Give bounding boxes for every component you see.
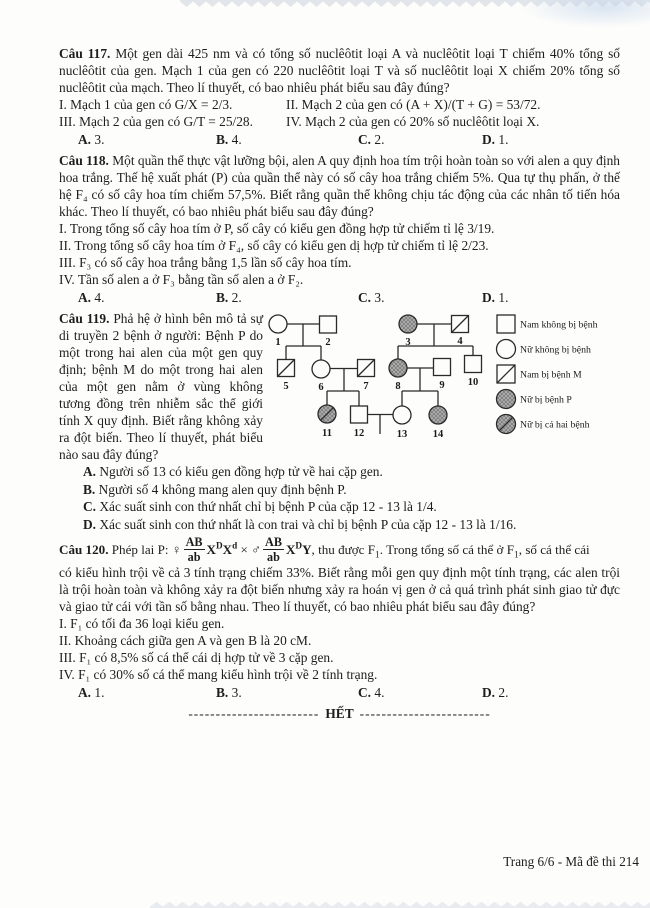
pedigree-member-9-unaffected-male	[434, 359, 451, 376]
question-119-text: Phả hệ ở hình bên mô tả sự di truyền 2 bệnh ở người: Bệnh P do một trong hai alen của một gen quy định; bệnh M do một trong hai alen của một gen nằm ở vùng không tương đồng trên nhiễm sắc thể giới tính X quy định. Biết rằng không xảy ra đột biến. Theo lí thuyết, phát biểu nào sau đây đúng?	[59, 311, 263, 462]
question-118-text: Một quần thể thực vật lưỡng bội, alen A quy định hoa tím trội hoàn toàn so với alen a quy định hoa trắng. Thế hệ xuất phát (P) của quần thể này có số cây hoa trắng chiếm 5%. Qua tự thụ phấn, ở thế hệ F₄ có số cây hoa tím chiếm 57,5%. Biết rằng quần thể không chịu tác động của các nhân tố tiến hóa khác. Theo lí thuyết, có bao nhiêu phát biểu sau đây đúng?	[59, 153, 620, 219]
pedigree-number: 3	[405, 337, 411, 348]
end-text: HẾT	[325, 706, 354, 721]
option-a: A. Người số 13 có kiểu gen đồng hợp tử về hai cặp gen.	[83, 464, 383, 479]
cross-symbol: × ♂	[240, 542, 262, 557]
legend-square-empty-icon	[497, 315, 515, 333]
answer-a: A. 3.	[78, 132, 105, 147]
pedigree-member-10-unaffected-male	[465, 356, 482, 373]
formula-lead: Phép lai P: ♀	[111, 542, 182, 557]
end-dashes-right: ------------------------	[359, 706, 491, 721]
answer-a: A. 1.	[78, 685, 105, 700]
pedigree-number: 8	[395, 381, 401, 392]
answer-d: D. 1.	[482, 132, 509, 147]
pedigree-member-2-unaffected-male	[320, 316, 337, 333]
question-118	[59, 152, 620, 307]
pedigree-legend	[497, 315, 598, 434]
statement-iv: IV. Mạch 2 của gen có 20% số nuclêôtit loại X.	[286, 114, 540, 129]
statement-i: I. F₁ có tối đa 36 loại kiểu gen.	[59, 616, 225, 631]
pedigree-member-7-affected-M-male	[358, 360, 375, 377]
legend-label: Nữ bị cả hai bệnh	[520, 419, 590, 431]
pedigree-figure	[268, 312, 642, 450]
legend-circle-shaded-diagonal-icon	[497, 415, 516, 434]
pedigree-member-5-affected-M-male	[278, 360, 295, 377]
pedigree-member-4-affected-M-male	[452, 316, 469, 333]
legend-label: Nữ bị bệnh P	[520, 394, 572, 406]
exam-content	[59, 45, 620, 722]
scan-edge-bottom	[150, 901, 650, 908]
statement-iv: IV. Tần số alen a ở F₃ bằng tần số alen a ở F₂.	[59, 272, 304, 287]
statement-iii: III. F₁ có 8,5% số cá thể cái dị hợp tử về 3 cặp gen.	[59, 650, 334, 665]
pedigree-member-3-affected-P-female	[399, 315, 417, 333]
statement-ii: II. Khoảng cách giữa gen A và gen B là 20 cM.	[59, 633, 312, 648]
statement-i: I. Trong tổng số cây hoa tím ở P, số cây có kiểu gen đồng hợp tử chiếm tỉ lệ 3/19.	[59, 221, 495, 236]
genotype-fraction-male: $\frac{AB}{ab}$	[265, 535, 282, 564]
pedigree-number: 12	[353, 428, 365, 439]
pedigree-number: 13	[396, 429, 408, 440]
pedigree-number: 10	[467, 377, 479, 388]
pedigree-member-14-affected-P-female	[429, 406, 447, 424]
question-117-answers	[59, 131, 620, 149]
pedigree-member-11-affected-both-female	[318, 405, 336, 423]
page-footer: Trang 6/6 - Mã đề thi 214	[503, 854, 639, 869]
x-chromosome-male: $X^DY$	[285, 540, 312, 557]
question-117-text: Một gen dài 425 nm và có tổng số nuclêôtit loại A và nuclêôtit loại T chiếm 40% tổng số nuclêôtit của gen. Mạch 1 của gen có 220 nuclêôtit loại T và số nuclêôtit loại X chiếm 20% tổng số nuclêôtit của mạch. Theo lí thuyết, có bao nhiêu phát biểu sau đây đúng?	[59, 46, 620, 95]
question-120-answers	[59, 684, 620, 702]
pedigree-member-6-unaffected-female	[312, 360, 330, 378]
pedigree-number: 4	[457, 336, 463, 347]
pedigree-number: 1	[275, 337, 281, 348]
question-118-label: Câu 118.	[59, 153, 109, 168]
pedigree-number: 7	[363, 381, 369, 392]
statement-iii: III. F₃ có số cây hoa trắng bằng 1,5 lần số cây hoa tím.	[59, 255, 352, 270]
question-117-statements-row2	[59, 113, 620, 130]
statement-ii: II. Mạch 2 của gen có (A + X)/(T + G) = 53/72.	[286, 97, 541, 112]
question-119-label: Câu 119.	[59, 311, 110, 326]
pedigree-member-12-unaffected-male	[351, 406, 368, 423]
x-chromosome-female: $X^DX^d$	[206, 540, 238, 557]
end-dashes-left: ------------------------	[188, 706, 320, 721]
answer-c: C. 3.	[358, 290, 385, 305]
answer-a: A. 4.	[78, 290, 105, 305]
legend-square-diagonal-icon	[497, 365, 515, 383]
genotype-fraction-female: $\frac{AB}{ab}$	[185, 535, 203, 564]
pedigree-member-13-unaffected-female	[393, 406, 411, 424]
answer-b: B. 2.	[216, 290, 242, 305]
question-118-answers	[59, 289, 620, 307]
option-d: D. Xác suất sinh con thứ nhất là con trai và chỉ bị bệnh P của cặp 12 - 13 là 1/16.	[83, 516, 517, 532]
legend-label: Nam bị bệnh M	[520, 369, 582, 381]
pedigree-number: 11	[322, 428, 332, 439]
answer-b: B. 3.	[216, 685, 242, 700]
question-119	[59, 310, 642, 533]
question-120	[59, 536, 620, 702]
legend-label: Nam không bị bệnh	[520, 319, 598, 331]
pedigree-number: 14	[432, 429, 444, 440]
legend-circle-shaded-icon	[497, 390, 516, 409]
statement-iv: IV. F₁ có 30% số cá thể mang kiểu hình trội về 2 tính trạng.	[59, 667, 378, 682]
option-b: B. Người số 4 không mang alen quy định bệnh P.	[83, 481, 347, 497]
question-117-statements-row1	[59, 96, 620, 113]
pedigree-chart	[268, 312, 642, 450]
answer-d: D. 2.	[482, 685, 509, 700]
question-117	[59, 45, 620, 149]
statement-ii: II. Trong tổng số cây hoa tím ở F₄, số cây có kiểu gen dị hợp tử chiếm tỉ lệ 2/23.	[59, 238, 489, 253]
question-120-label: Câu 120.	[59, 542, 109, 557]
scan-smudge	[520, 0, 650, 28]
legend-label: Nữ không bị bệnh	[520, 344, 591, 356]
statement-iii: III. Mạch 2 của gen có G/T = 25/28.	[59, 114, 253, 129]
answer-c: C. 2.	[358, 132, 385, 147]
question-117-label: Câu 117.	[59, 46, 111, 61]
legend-circle-empty-icon	[497, 340, 516, 359]
pedigree-member-8-affected-P-female	[389, 359, 407, 377]
pedigree-number: 5	[283, 381, 289, 392]
pedigree-number: 6	[318, 382, 324, 393]
pedigree-member-1-unaffected-female	[269, 315, 287, 333]
formula-tail: , thu được $F_1$. Trong tổng số cá thể ở $F_1$, số cá thể cái	[311, 542, 590, 561]
answer-b: B. 4.	[216, 132, 242, 147]
pedigree-number: 2	[325, 337, 331, 348]
answer-c: C. 4.	[358, 685, 385, 700]
end-of-exam-marker	[59, 705, 620, 722]
statement-i: I. Mạch 1 của gen có G/X = 2/3.	[59, 97, 233, 112]
question-120-text: có kiểu hình trội về cả 3 tính trạng chiếm 33%. Biết rằng mỗi gen quy định một tính trạng, các alen trội là trội hoàn toàn và không xảy ra đột biến nhưng xảy ra hoán vị gen ở cả quá trình phát sinh giao tử đực và giao tử cái với tần số bằng nhau. Theo lí thuyết, có bao nhiêu phát biểu sau đây đúng?	[59, 565, 620, 614]
option-c: C. Xác suất sinh con thứ nhất chỉ bị bệnh P của cặp 12 - 13 là 1/4.	[83, 499, 437, 514]
pedigree-number: 9	[439, 380, 445, 391]
answer-d: D. 1.	[482, 290, 509, 305]
question-120-cross-formula	[59, 536, 620, 563]
